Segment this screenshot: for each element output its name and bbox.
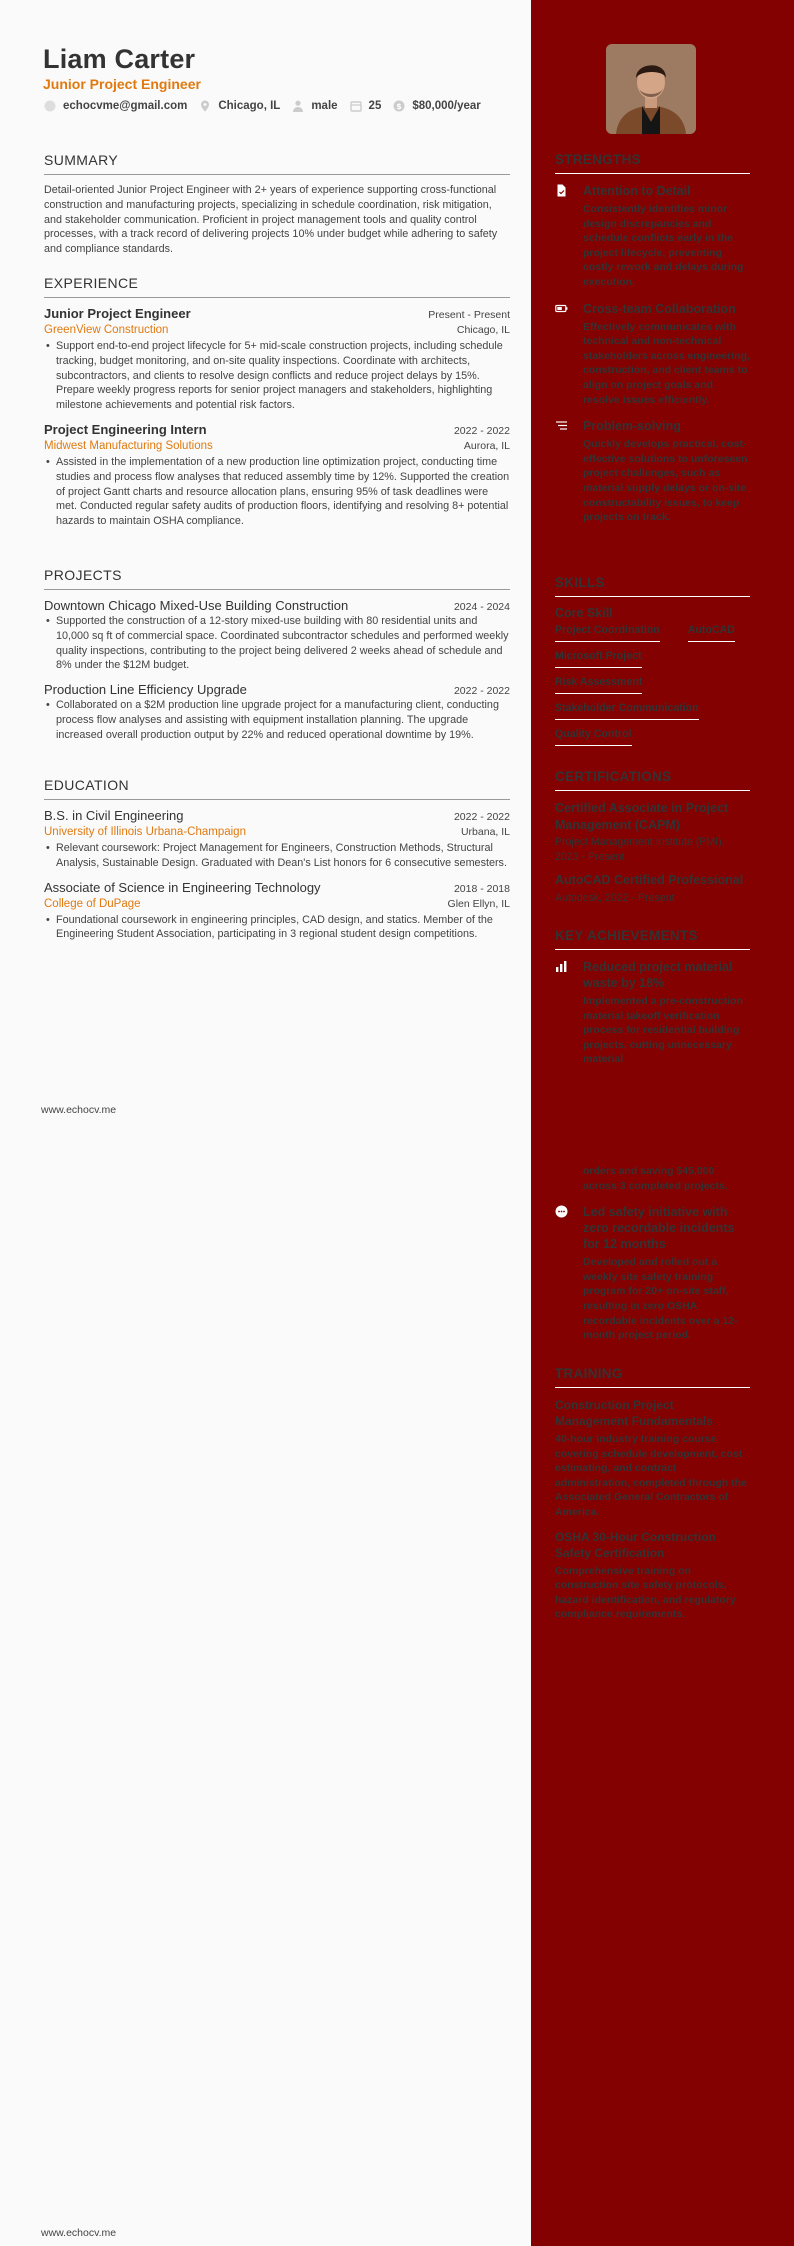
summary-text: Detail-oriented Junior Project Engineer with 2+ years of experience supporting cross-functional construction and manufacturing projects, specializing in schedule coordination, risk mitigation, and stakeholder communication. Proficient in project management tools and quality control processes, with a track record of delivering projects 10% under budget while adhering to safety and compliance standards. <box>44 184 498 256</box>
contact-location <box>198 99 280 113</box>
job-date: Present - Present <box>428 309 510 321</box>
skills-list <box>555 624 750 754</box>
training-section <box>555 1366 750 1631</box>
bar-chart-icon <box>555 959 583 1067</box>
certification-issuer: Project Management Institute (PMI), 2023 - Present <box>555 836 725 863</box>
strength-item <box>555 418 750 525</box>
achievements-continued <box>555 1164 750 1354</box>
email-icon <box>43 99 57 113</box>
company-name: Midwest Manufacturing Solutions <box>44 439 213 452</box>
summary-section <box>44 152 510 257</box>
projects-section <box>44 567 510 752</box>
education-section <box>44 777 510 951</box>
skills-section <box>555 575 750 754</box>
achievement-item <box>555 1164 750 1193</box>
contact-salary <box>392 99 480 113</box>
candidate-role: Junior Project Engineer <box>43 76 201 92</box>
achievement-title: Led safety initiative with zero recordable incidents for 12 months <box>583 1205 735 1252</box>
school-name: College of DuPage <box>44 897 141 910</box>
job-title: Project Engineering Intern <box>44 421 207 437</box>
degree-title: B.S. in Civil Engineering <box>44 808 184 823</box>
calendar-icon <box>349 99 363 113</box>
experience-title: EXPERIENCE <box>44 275 510 298</box>
certification-title: AutoCAD Certified Professional <box>555 873 744 887</box>
achievement-text: Developed and rolled out a weekly site safety training program for 20+ on-site staff, resulting in zero OSHA recordable incidents over a 12-month project period. <box>583 1256 738 1342</box>
education-entry <box>44 808 510 871</box>
experience-section <box>44 275 510 538</box>
school-location: Glen Ellyn, IL <box>447 897 510 910</box>
experience-entry <box>44 422 510 529</box>
strength-item <box>555 183 750 290</box>
achievements-section <box>555 928 750 1078</box>
training-course: Construction Project Management Fundamentals <box>555 1398 714 1428</box>
training-title: TRAINING <box>555 1366 750 1388</box>
strengths-title: STRENGTHS <box>555 152 750 174</box>
training-course: OSHA 30-Hour Construction Safety Certification <box>555 1529 716 1560</box>
contact-gender-text: male <box>311 100 338 112</box>
contact-salary-text: $80,000/year <box>412 100 481 112</box>
contact-age-text: 25 <box>368 100 382 112</box>
salary-icon <box>392 99 406 113</box>
achievement-item <box>555 1204 750 1343</box>
project-date: 2022 - 2022 <box>453 685 510 698</box>
skill-tag: AutoCAD <box>688 624 735 642</box>
company-name: GreenView Construction <box>44 324 169 336</box>
achievement-title: Reduced project material waste by 18% <box>583 960 733 990</box>
training-description: 40-hour industry training course covering schedule development, cost estimating, and contract administration, completed through the Associated General Contractors of America. <box>555 1433 747 1518</box>
project-description: • Collaborated on a $2M production line upgrade project for a manufacturing client, conducting process flow analyses and assisting with equipment installation planning. The upgrade increased overall production output by 22% and reduced operational downtime by 19%. <box>56 698 510 742</box>
document-icon <box>555 183 583 290</box>
skills-title: SKILLS <box>555 575 750 597</box>
job-date: 2022 - 2022 <box>453 424 510 437</box>
certifications-title: CERTIFICATIONS <box>555 769 750 791</box>
achievements-title: KEY ACHIEVEMENTS <box>555 928 750 950</box>
skills-heading: Core Skill <box>555 606 613 620</box>
job-title: Junior Project Engineer <box>44 306 191 321</box>
strengths-section <box>555 152 750 536</box>
footer-link[interactable]: www.echocv.me <box>41 2227 117 2239</box>
school-name: University of Illinois Urbana-Champaign <box>44 826 246 838</box>
education-description: • Relevant coursework: Project Management for Engineers, Construction Methods, Structural Analysis, Sustainable Design. Graduated with Dean's List honors for 6 consecutive semesters. <box>56 841 510 871</box>
project-title: Production Line Efficiency Upgrade <box>44 682 247 698</box>
education-title: EDUCATION <box>44 777 510 800</box>
job-description: • Support end-to-end project lifecycle for 5+ mid-scale construction projects, including schedule tracking, budget monitoring, and on-site quality inspections. Coordinate with architects, subcontractors, and clients to resolve design conflicts and reduce project delays by 15%. Prepare weekly progress reports for senior project managers and stakeholders, highlighting milestone achievements and potential risk factors. <box>56 339 510 413</box>
skill-tag: Risk Assessment <box>555 676 642 694</box>
contact-age <box>349 99 382 113</box>
project-entry <box>44 682 510 742</box>
contact-row <box>43 99 492 113</box>
strength-title: Cross-team Collaboration <box>583 301 736 316</box>
certification-title: Certified Associate in Project Management (CAPM) <box>555 801 729 832</box>
battery-icon <box>555 301 583 408</box>
candidate-name: Liam Carter <box>43 44 196 74</box>
strength-item <box>555 301 750 408</box>
education-date: 2022 - 2022 <box>453 811 510 823</box>
school-location: Urbana, IL <box>460 826 510 838</box>
degree-title: Associate of Science in Engineering Technology <box>44 879 321 895</box>
education-description: • Foundational coursework in engineering principles, CAD design, and statics. Member of the Engineering Student Association, participating in 3 regional student design competitions. <box>56 913 510 943</box>
strength-text: Effectively communicates with technical and non-technical stakeholders across engineering, construction, and client teams to align on project goals and resolve issues efficiently. <box>583 320 750 406</box>
project-title: Downtown Chicago Mixed-Use Building Construction <box>44 598 349 613</box>
skill-tag: Project Coordination <box>555 624 660 642</box>
contact-gender <box>291 99 337 113</box>
list-icon <box>555 418 583 525</box>
strength-title: Problem-solving <box>583 419 681 434</box>
projects-title: PROJECTS <box>44 567 510 590</box>
strength-text: Consistently identifies minor design discrepancies and schedule conflicts early in the project lifecycle, preventing costly rework and delays during execution. <box>583 203 744 288</box>
achievement-text: Implemented a pre-construction material takeoff verification process for residential building projects, cutting unnecessary material <box>583 995 743 1066</box>
project-description: • Supported the construction of a 12-story mixed-use building with 80 residential units and 10,000 sq ft of commercial space. Coordinated subcontractor schedules and performed weekly quality inspections, contributing to the project being delivered 2 weeks ahead of schedule and 8% under the $12M budget. <box>56 614 510 673</box>
footer-link[interactable]: www.echocv.me <box>41 1104 117 1116</box>
strength-text: Quickly develops practical, cost-effective solutions to unforeseen project challenges, such as material supply delays or on-site constructability issues, to keep projects on track. <box>583 438 748 524</box>
job-location: Chicago, IL <box>456 324 510 336</box>
experience-entry <box>44 306 510 413</box>
contact-email[interactable] <box>43 99 187 113</box>
strength-title: Attention to Detail <box>583 184 691 198</box>
project-entry <box>44 598 510 673</box>
job-description: • Assisted in the implementation of a new production line optimization project, conducting time studies and process flow analyses that reduced assembly time by 12%. Supported the creation of project Gantt charts and resource allocation plans, ensuring 95% of task deadlines were met. Conducted regular safety audits of production floors, identifying and resolving 8+ potential hazards to maintain OSHA compliance. <box>56 455 510 529</box>
certification-issuer: Autodesk, 2022 - Present <box>555 891 675 904</box>
contact-email-text: echocvme@gmail.com <box>63 100 188 112</box>
job-location: Aurora, IL <box>463 439 510 452</box>
education-date: 2018 - 2018 <box>453 882 510 895</box>
skill-tag: Microsoft Project <box>555 650 642 668</box>
summary-title: SUMMARY <box>44 152 510 175</box>
dots-icon <box>555 1204 583 1343</box>
project-date: 2024 - 2024 <box>453 601 510 613</box>
skill-tag: Stakeholder Communication <box>555 702 699 720</box>
achievement-item <box>555 959 750 1067</box>
person-icon <box>291 99 305 113</box>
location-pin-icon <box>198 99 212 113</box>
svg-text:$: $ <box>396 102 403 111</box>
skill-tag: Quality Control <box>555 728 632 746</box>
training-description: Comprehensive training on construction site safety protocols, hazard identification, and regulatory compliance requirements. <box>555 1564 736 1621</box>
certifications-section <box>555 769 750 913</box>
education-entry <box>44 880 510 943</box>
profile-photo <box>606 44 696 134</box>
contact-location-text: Chicago, IL <box>218 100 281 112</box>
achievement-text: orders and saving $45,000 across 3 completed projects. <box>583 1165 728 1192</box>
